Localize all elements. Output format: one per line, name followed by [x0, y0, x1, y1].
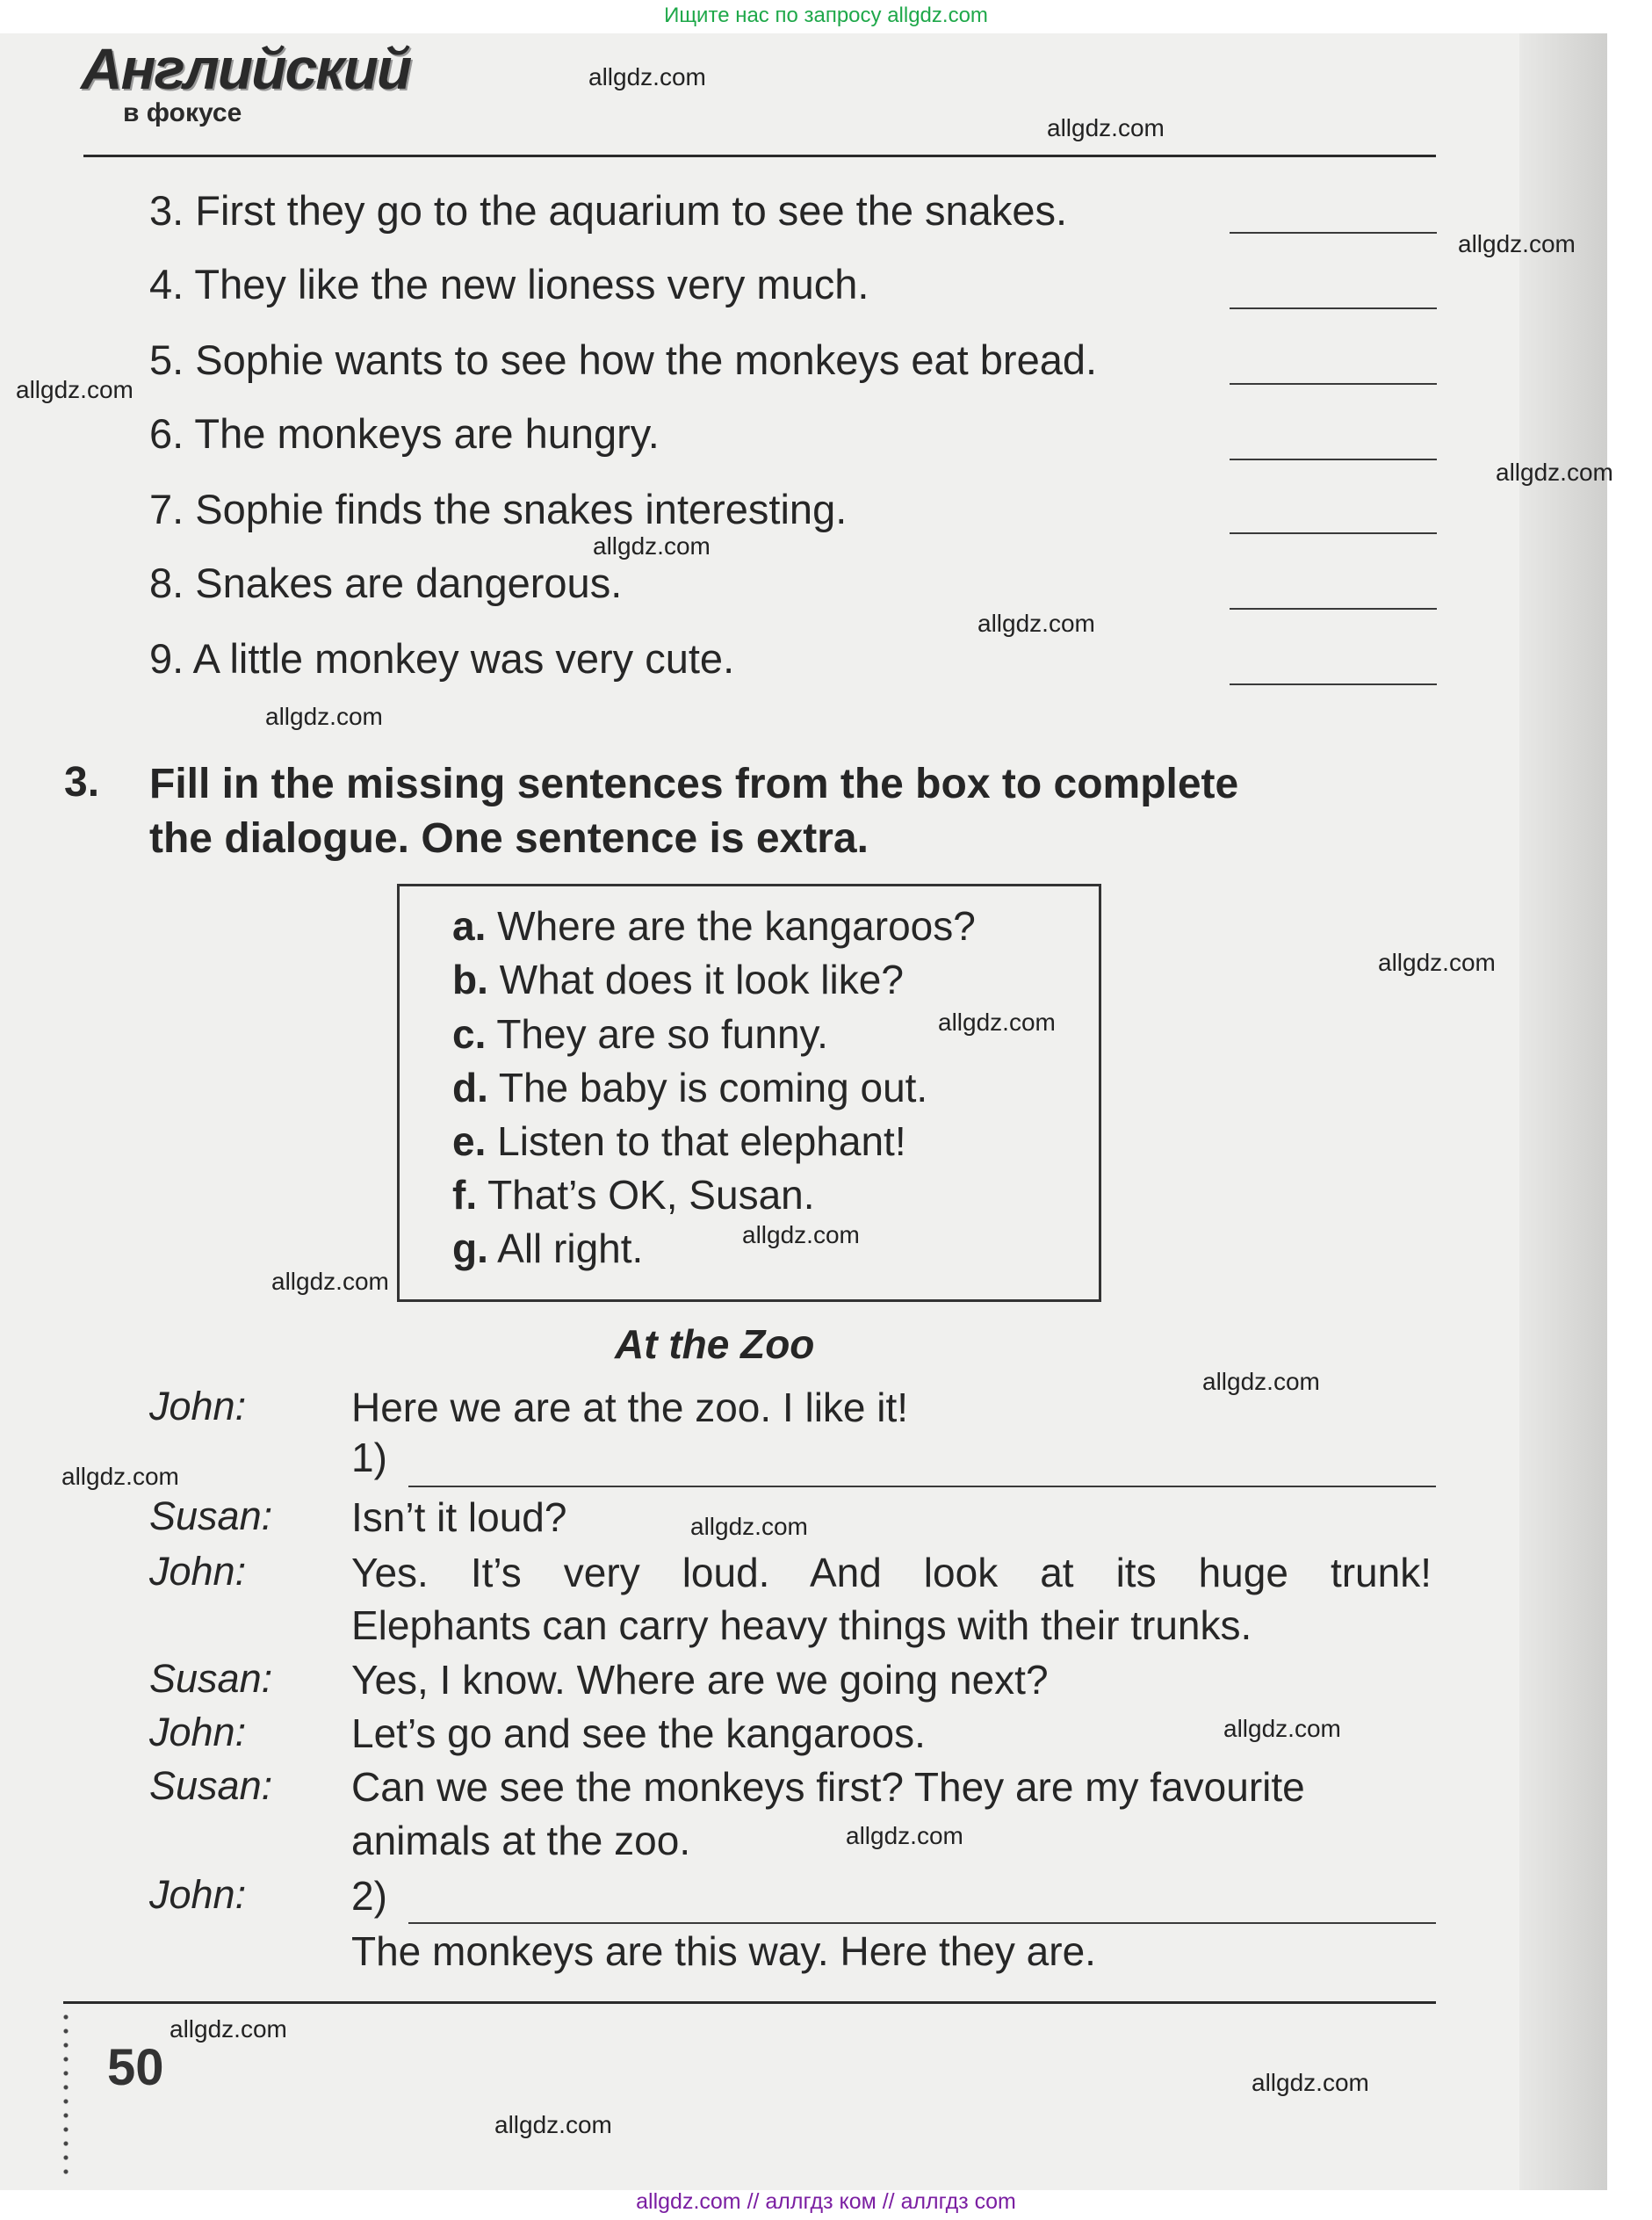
statement-7: 7. Sophie finds the snakes interesting. — [149, 486, 848, 532]
speaker-john: John: — [149, 1872, 247, 1917]
header-rule — [83, 155, 1436, 157]
answer-line-5 — [1230, 383, 1437, 385]
statement-8: 8. Snakes are dangerous. — [149, 560, 623, 606]
gap-1-number: 1) — [351, 1435, 387, 1480]
speaker-susan: Susan: — [149, 1763, 273, 1808]
watermark: allgdz.com — [1378, 949, 1496, 976]
bottom-banner: allgdz.com // аллгдз ком // аллгдз com — [636, 2189, 1016, 2214]
option-a: a. Where are the kangaroos? — [452, 903, 976, 949]
watermark: allgdz.com — [588, 63, 706, 90]
speaker-susan: Susan: — [149, 1656, 273, 1701]
watermark: allgdz.com — [846, 1822, 963, 1849]
watermark: allgdz.com — [1496, 459, 1613, 486]
watermark: allgdz.com — [593, 532, 711, 560]
option-g: g. All right. — [452, 1226, 644, 1271]
watermark: allgdz.com — [1047, 114, 1165, 141]
answer-line-7 — [1230, 532, 1437, 534]
footer-rule — [63, 2001, 1436, 2004]
option-b: b. What does it look like? — [452, 957, 904, 1002]
page-number: 50 — [107, 2039, 164, 2096]
statement-6: 6. The monkeys are hungry. — [149, 410, 660, 457]
option-e: e. Listen to that elephant! — [452, 1118, 906, 1164]
answer-line-6 — [1230, 459, 1437, 460]
dialogue-line: Let’s go and see the kangaroos. — [351, 1710, 926, 1756]
statement-3: 3. First they go to the aquarium to see the snakes. — [149, 187, 1068, 234]
option-f: f. That’s OK, Susan. — [452, 1172, 815, 1218]
watermark: allgdz.com — [690, 1513, 808, 1540]
dialogue-line: Yes. It’s very loud. And look at its huge trunk! — [351, 1550, 1432, 1595]
watermark: allgdz.com — [1458, 230, 1576, 257]
dialogue-line: Isn’t it loud? — [351, 1494, 567, 1540]
speaker-john: John: — [149, 1384, 247, 1428]
speaker-john: John: — [149, 1549, 247, 1594]
watermark: allgdz.com — [170, 2015, 287, 2043]
book-logo-subtitle: в фокусе — [123, 98, 242, 127]
dialogue-line: Yes, I know. Where are we going next? — [351, 1657, 1049, 1703]
page-edge-shadow — [1519, 33, 1607, 2190]
task-number: 3. — [64, 759, 100, 806]
watermark: allgdz.com — [16, 376, 133, 403]
answer-line-8 — [1230, 608, 1437, 610]
watermark: allgdz.com — [1223, 1715, 1341, 1742]
watermark: allgdz.com — [1252, 2069, 1369, 2096]
speaker-susan: Susan: — [149, 1493, 273, 1538]
dialogue-line: animals at the zoo. — [351, 1818, 691, 1863]
watermark: allgdz.com — [938, 1009, 1056, 1036]
dialogue-line: Here we are at the zoo. I like it! — [351, 1385, 909, 1430]
dialogue-line: The monkeys are this way. Here they are. — [351, 1928, 1096, 1974]
answer-line-9 — [1230, 683, 1437, 685]
watermark: allgdz.com — [1202, 1368, 1320, 1395]
answer-line-3 — [1230, 232, 1437, 234]
book-logo-title: Английский — [81, 36, 411, 101]
gap-1-answer-line — [408, 1486, 1436, 1487]
watermark: allgdz.com — [271, 1268, 389, 1295]
watermark: allgdz.com — [742, 1221, 860, 1248]
statement-9: 9. A little monkey was very cute. — [149, 635, 735, 682]
top-banner: Ищите нас по запросу allgdz.com — [664, 4, 988, 27]
task-instruction-line2: the dialogue. One sentence is extra. — [149, 815, 869, 862]
watermark: allgdz.com — [494, 2111, 612, 2138]
watermark: allgdz.com — [265, 703, 383, 730]
dialogue-line: Can we see the monkeys first? They are my favourite — [351, 1764, 1305, 1810]
watermark: allgdz.com — [61, 1463, 179, 1490]
statement-4: 4. They like the new lioness very much. — [149, 261, 869, 307]
speaker-john: John: — [149, 1710, 247, 1754]
gap-2-number: 2) — [351, 1873, 387, 1919]
dialogue-title: At the Zoo — [615, 1321, 815, 1367]
task-instruction-line1: Fill in the missing sentences from the box to complete — [149, 761, 1239, 807]
dialogue-line: Elephants can carry heavy things with their trunks. — [351, 1602, 1252, 1648]
option-c: c. They are so funny. — [452, 1011, 828, 1057]
statement-5: 5. Sophie wants to see how the monkeys eat bread. — [149, 336, 1098, 383]
option-d: d. The baby is coming out. — [452, 1065, 928, 1110]
binding-dots — [63, 2010, 69, 2177]
answer-line-4 — [1230, 307, 1437, 309]
watermark: allgdz.com — [977, 610, 1095, 637]
gap-2-answer-line — [408, 1922, 1436, 1924]
